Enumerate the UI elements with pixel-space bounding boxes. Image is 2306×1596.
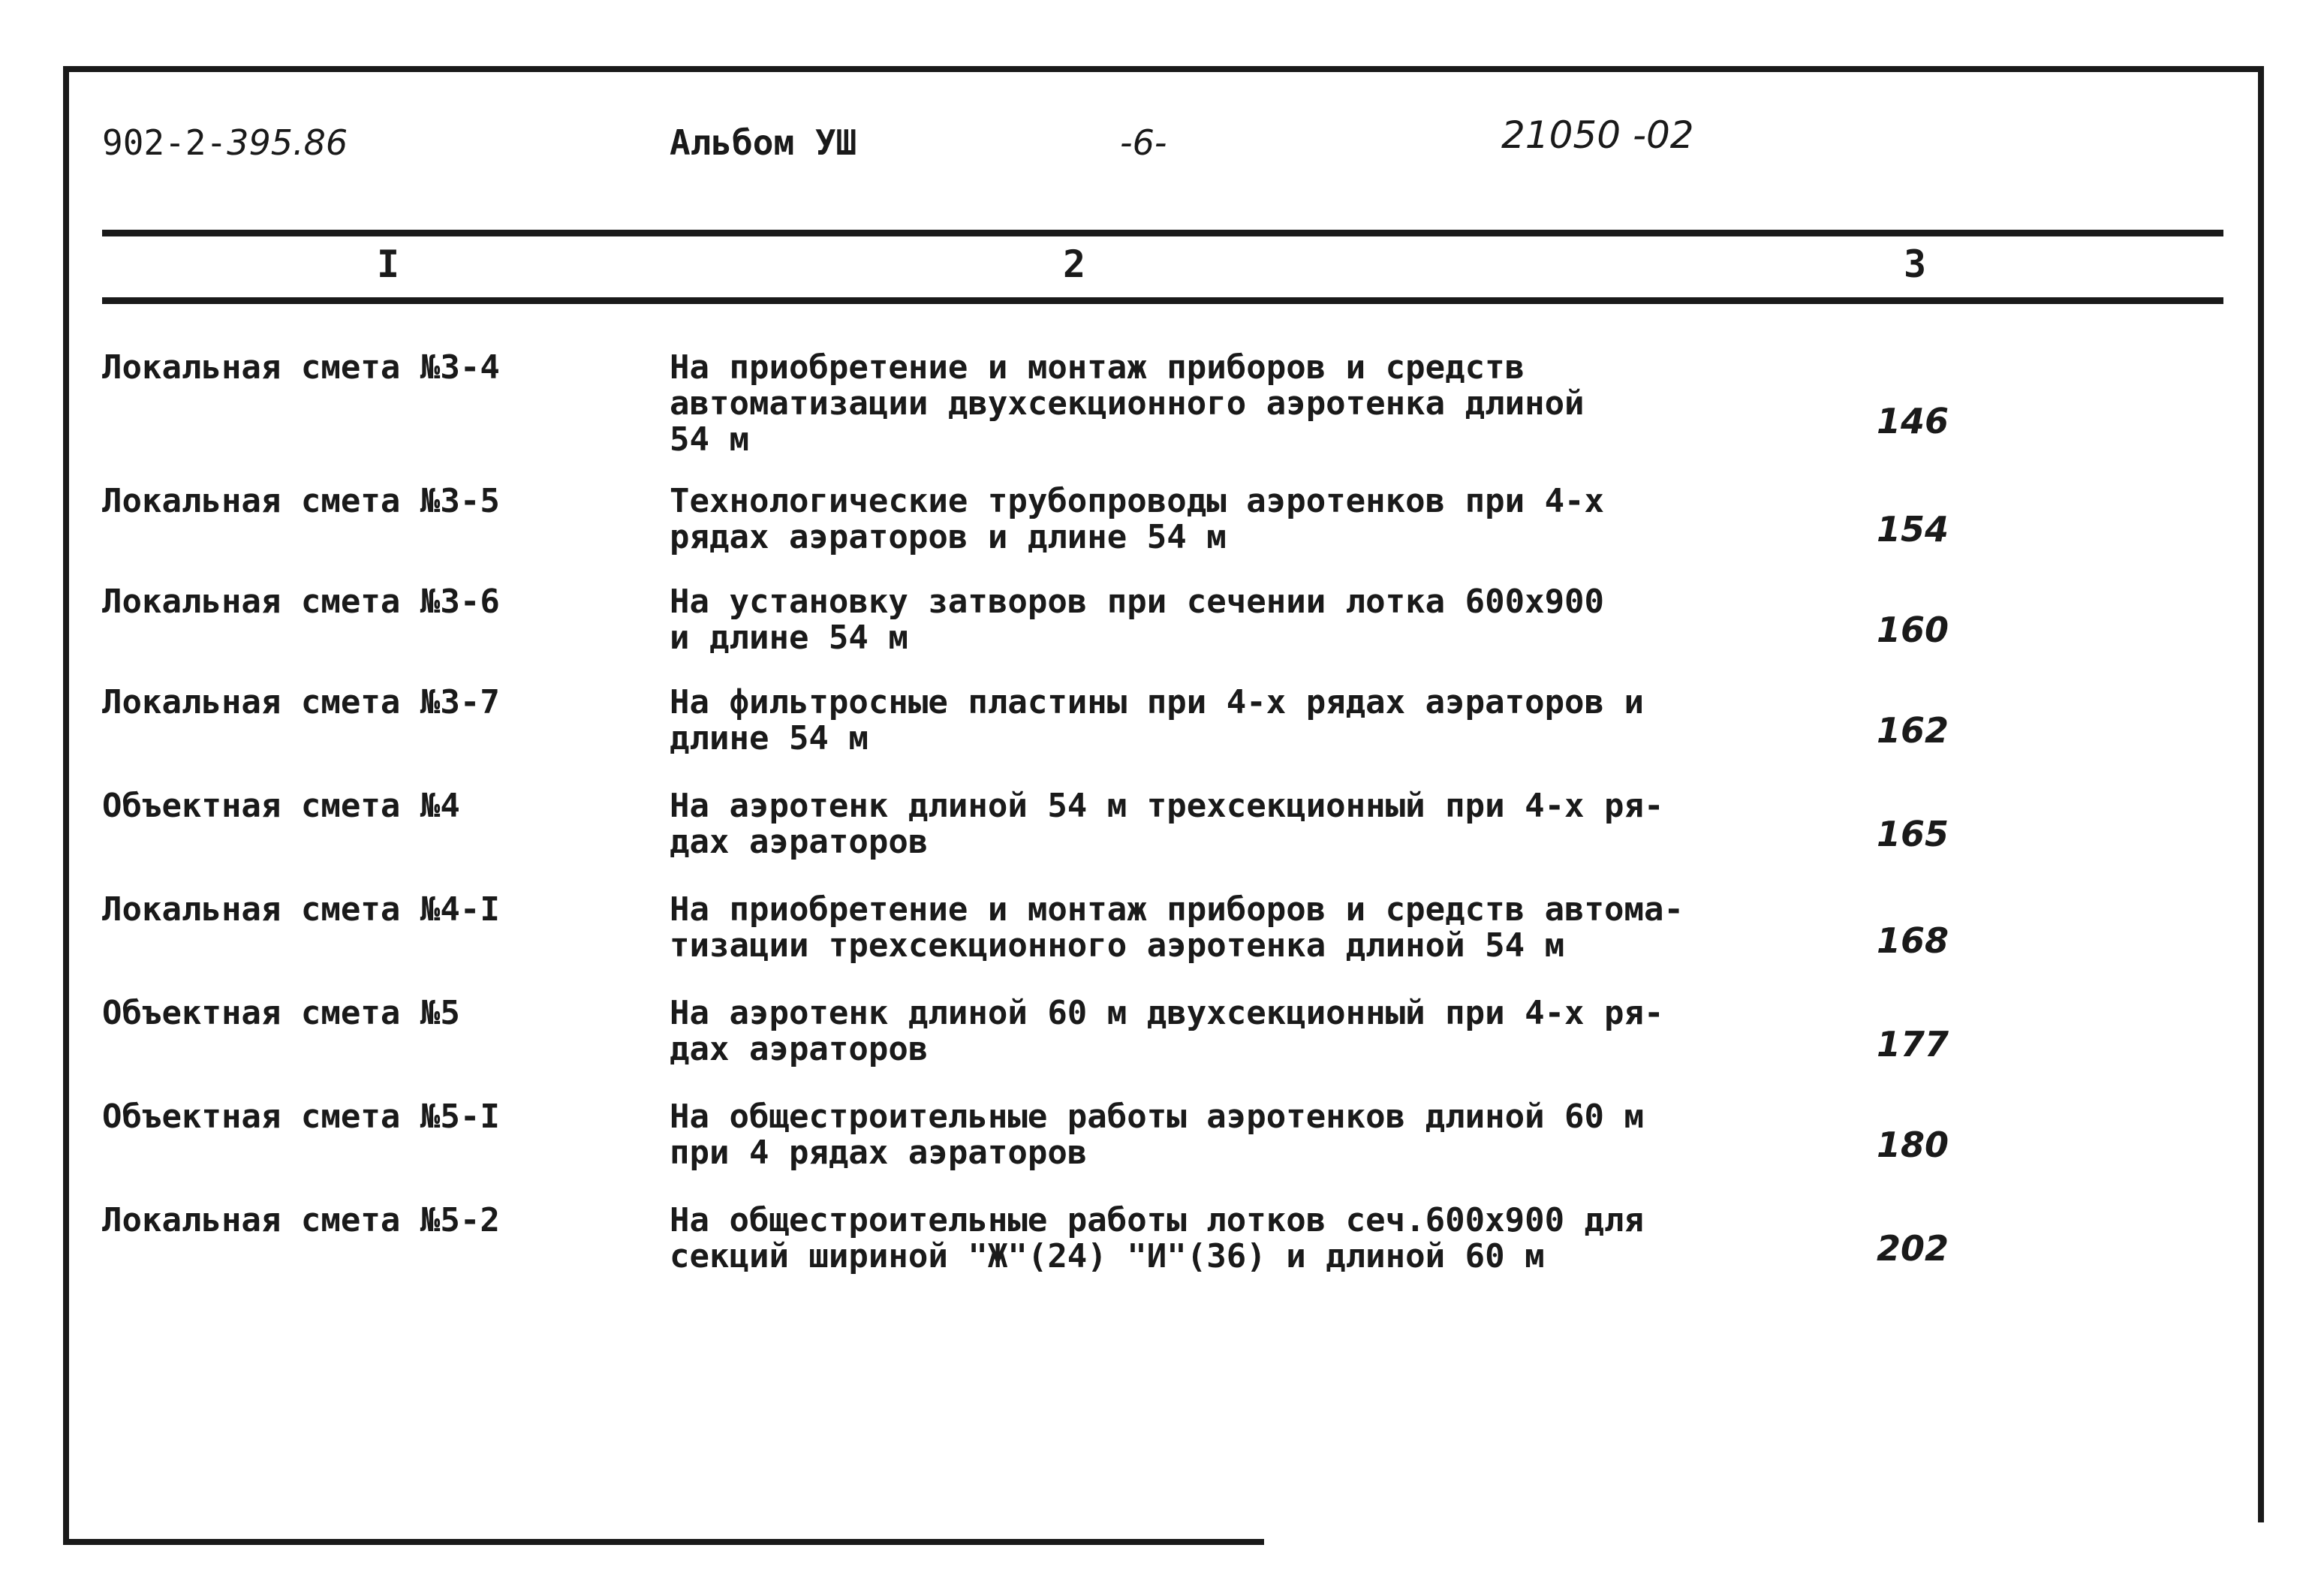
album-label: Альбом УШ: [670, 122, 857, 163]
estimate-description: Технологические трубопроводы аэротенков при 4-х рядах аэраторов и длине 54 м: [670, 482, 1605, 556]
estimate-description: На общестроительные работы лотков сеч.600х900 для секций шириной "Ж"(24) "И"(36) и длиной 60 м: [670, 1201, 1645, 1275]
estimate-description: На общестроительные работы аэротенков длиной 60 м при 4 рядах аэраторов: [670, 1098, 1645, 1172]
header-top-rule: [102, 230, 2223, 236]
estimate-page: 180: [1877, 1125, 1949, 1165]
frame-left-border: [63, 66, 69, 1545]
estimate-name: Локальная смета №4-I: [102, 890, 500, 929]
frame-bottom-border: [63, 1539, 1264, 1545]
column-header-2: 2: [1063, 242, 1086, 286]
doc-code-handwritten: 395.86: [227, 122, 348, 163]
estimate-page: 146: [1877, 401, 1949, 441]
frame-top-border: [63, 66, 2264, 72]
estimate-page: 177: [1877, 1024, 1949, 1065]
estimate-page: 165: [1877, 814, 1949, 854]
estimate-description: На приобретение и монтаж приборов и средств автома- тизации трехсекционного аэротенка длиной 54 м: [670, 890, 1684, 965]
estimate-page: 154: [1877, 509, 1949, 550]
estimate-name: Локальная смета №5-2: [102, 1201, 500, 1239]
estimate-name: Локальная смета №3-5: [102, 482, 500, 520]
column-header-3: 3: [1904, 242, 1927, 286]
estimate-name: Локальная смета №3-7: [102, 683, 500, 721]
page-number: -6-: [1120, 122, 1167, 163]
estimate-description: На аэротенк длиной 54 м трехсекционный при 4-х ря- дах аэраторов: [670, 787, 1664, 861]
estimate-page: 162: [1877, 710, 1949, 751]
estimate-page: 160: [1877, 610, 1949, 650]
estimate-page: 168: [1877, 920, 1949, 961]
estimate-name: Объектная смета №4: [102, 787, 460, 825]
estimate-name: Локальная смета №3-4: [102, 348, 500, 387]
doc-code-printed: 902-2-: [102, 122, 227, 163]
doc-code: [102, 120, 348, 165]
estimate-description: На приобретение и монтаж приборов и средств автоматизации двухсекционного аэротенка длиной 54 м: [670, 348, 1585, 459]
frame-right-border: [2258, 66, 2264, 1522]
estimate-page: 202: [1877, 1228, 1949, 1269]
estimate-description: На аэротенк длиной 60 м двухсекционный при 4-х ря- дах аэраторов: [670, 994, 1664, 1068]
estimate-description: На установку затворов при сечении лотка 600х900 и длине 54 м: [670, 583, 1605, 657]
estimate-name: Объектная смета №5: [102, 994, 460, 1032]
inventory-number: 21050 -02: [1501, 113, 1694, 157]
estimate-description: На фильтросные пластины при 4-х рядах аэраторов и длине 54 м: [670, 683, 1645, 757]
header-bottom-rule: [102, 297, 2223, 304]
estimate-name: Локальная смета №3-6: [102, 583, 500, 621]
estimate-name: Объектная смета №5-I: [102, 1098, 500, 1136]
column-header-1: I: [377, 242, 400, 286]
